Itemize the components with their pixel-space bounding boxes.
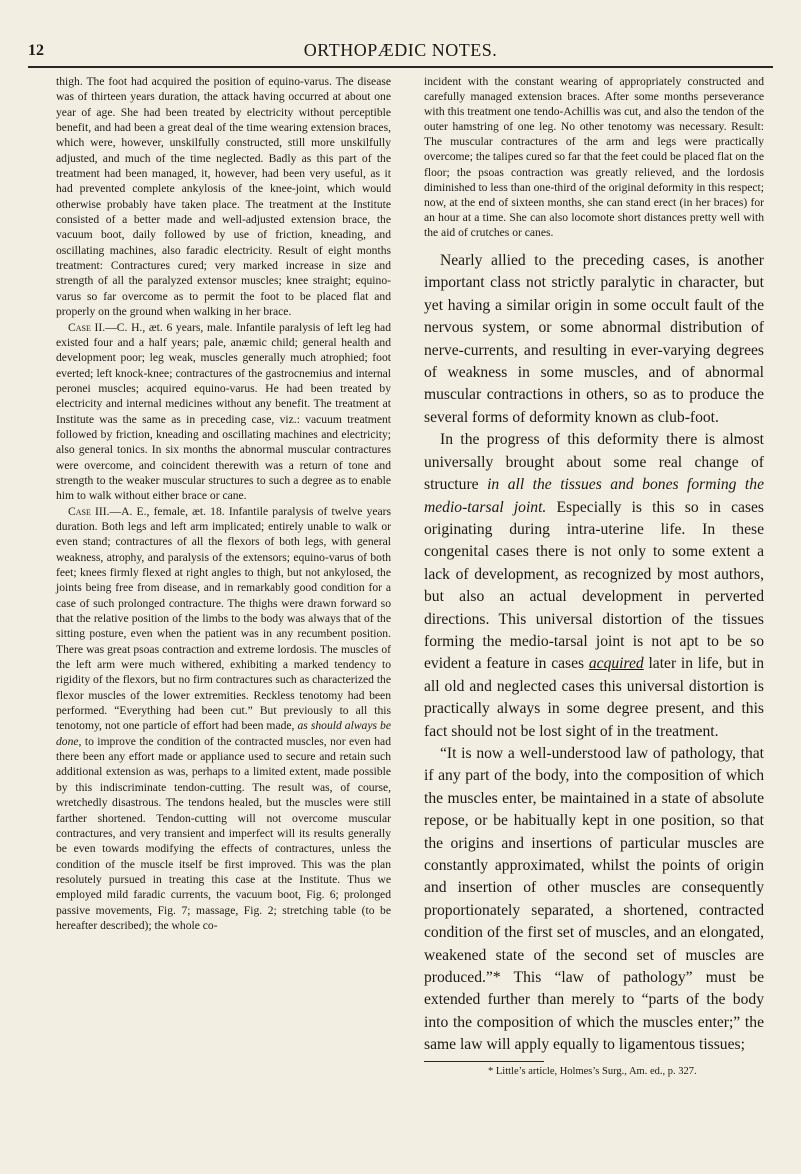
paragraph-case3-continued: incident with the constant wearing of appropriately constructed and carefully managed extension braces. After some months perseverance with this treatment one tendo-Achillis was cut, and also the tendon of the outer hamstring of one leg. No other tenotomy was necessary. Result: The muscular contractures of the arm and legs were practically overcome; the talipes cured so far that the feet could be placed flat on the floor; the psoas contraction was greatly relieved, and the lordosis diminished to less than one-third of the original deformity in this respect; now, at the end of sixteen months, she can stand erect (in her braces) for an hour at a time. She can also locomote short distances pretty well with the aid of crutches or canes. — [424, 75, 764, 239]
paragraph-case2 — [56, 320, 391, 504]
running-title: ORTHOPÆDIC NOTES. — [303, 40, 498, 60]
progress-emphasis-1: in all the tissues and bones forming the medio-tarsal joint. — [424, 476, 764, 516]
page-header — [28, 40, 773, 66]
paragraph-progress — [424, 429, 764, 743]
progress-text-b: Especially is this so in cases originating during intra-uterine life. In these congenital cases there is not only to some extent a lack of development, as recognized by most authors, but also an actual development in perverted directions. This universal distortion of the tissues forming the medio-tarsal joint is not apt to be so evident a feature in cases — [424, 498, 764, 673]
case2-text: —C. H., æt. 6 years, male. Infantile paralysis of left leg had existed four and a half years; pale, anæmic child; general health and development poor; leg weak, muscles generally much atrophied; foot everted; left knock-knee; contractures of the gastrocnemius and internal peronei muscles; acquired equino-varus. He had been treated by electricity and internal medicines without any benefit. The treatment at Institute was the same as in preceding case, viz.: vacuum treatment followed by friction, kneading and oscillating machines and electricity; also general tonics. In six months the abnormal muscular contractures were overcome, and coincident therewith was a return of tone and strength to the weaker muscular structures to such a degree as to enable him to walk without either brace or cane. — [56, 320, 391, 503]
case3-emphasis: as should always be done, — [56, 719, 391, 748]
progress-text-c: later in life, but in all old and neglected cases this universal distortion is practically always in some degree present, and this fact should not be lost sight of in the treatment. — [424, 655, 764, 740]
right-column — [424, 74, 764, 1078]
page-number: 12 — [28, 42, 44, 59]
paragraph-club-foot: Nearly allied to the preceding cases, is another important class not strictly paralytic in character, but yet having a similar origin in some occult fault of the nervous system, or some abnormal distribution of nerve-currents, and resulting in ever-varying degrees of weakness in some muscles, and of abnormal muscular contractions in others, so as to produce the several forms of deformity known as club-foot. — [424, 252, 764, 426]
case2-label: Case II. — [68, 320, 106, 334]
paragraph-law-of-pathology: “It is now a well-understood law of pathology, that if any part of the body, into the composition of which the muscles enter, be maintained in a state of absolute repose, or be habitually kept in one position, so that the origins and insertions of particular muscles are constantly approximated, whilst the points of origin and insertion of other muscles are consequently proportionately separated, a shortened, contracted condition of the first set of muscles, and an elongated, weakened state of the second set of muscles are produced.”* This “law of pathology” must be extended further than merely to “parts of the body into the composition of which the muscles enter;” the same law will apply equally to ligamentous tissues; — [424, 744, 764, 1054]
main-discussion-block — [424, 250, 764, 1057]
footnote-rule — [424, 1061, 544, 1062]
progress-text-a: In the progress of this deformity there is almost universally brought about some real change of structure — [424, 431, 764, 494]
left-column — [56, 74, 391, 933]
header-rule — [28, 66, 773, 68]
case3-label: Case III. — [68, 504, 110, 518]
progress-emphasis-2: acquired — [588, 655, 644, 673]
case3-continued-block — [424, 74, 764, 240]
footnote: * Little’s article, Holmes’s Surg., Am. ed., p. 327. — [488, 1065, 697, 1077]
case3-text-b: to improve the condition of the contracted muscles, nor even had there been any effort made or appliance used to secure and retain such additional extension as was, perhaps to a limited extent, made possible by this indiscriminate tendon-cutting. The result was, of course, wretchedly disastrous. The tendons healed, but the muscles were still farther shortened. Tendon-cutting will not overcome muscular contractures, and very transient and imperfect will its results generally be even towards modifying the effects of contractures, unless the condition of the muscle itself be first improved. This was the plan resolutely pursued in treating this case at the Institute. Thus we employed mild faradic currents, the vacuum boot, Fig. 6; prolonged passive movements, Fig. 7; massage, Fig. 2; stretching table (to be hereafter described); the whole co- — [56, 734, 391, 932]
paragraph-case3 — [56, 504, 391, 934]
case3-text-a: —A. E., female, æt. 18. Infantile paralysis of twelve years duration. Both legs and left arm implicated; entirely unable to walk or even stand; contractures of all the flexors of both legs, with general weakness, atrophy, and paralysis of the extensors; equino-varus of both feet; knees firmly flexed at right angles to thigh, but not ankylosed, the joints being free from disease, and in remarkably good condition for a case of such prolonged contracture. The thighs were drawn forward so that the relative position of the limbs to the body was always that of the sitting posture, even when the patient was in any recumbent position. There was great psoas contraction and extreme lordosis. The muscles of the left arm were much withered, exhibiting a marked tendency to rigidity of the flexors, but no firm contractures such as characterized the flexor muscles of the lower extremities. Reckless tenotomy had been performed. “Everything had been cut.” But previously to all this tenotomy, not one particle of effort had been made, — [56, 504, 391, 733]
paragraph-case1-continued: thigh. The foot had acquired the position of equino-varus. The disease was of thirteen years duration, the attack having occurred at about one year of age. She had been treated by electricity without perceptible benefit, and had been a great deal of the time wearing extension braces, which were, however, unskilfully constructed, still more unskilfully adjusted, and much of the time neglected. Badly as this part of the treatment had been managed, it, however, had been very useful, as it had prevented complete ankylosis of the knee-joint, which would otherwise probably have taken place. The treatment at the Institute consisted of a better made and well-adjusted extension brace, the vacuum boot, daily followed by use of friction, kneading, and oscillating machines, also faradic electricity. Result of eight months treatment: Contractures cured; very marked increase in size and strength of all the paralyzed extensor muscles; knee straight; equino-varus so far overcome as to permit the foot to be placed flat and properly on the ground when walking in her brace. — [56, 75, 391, 319]
